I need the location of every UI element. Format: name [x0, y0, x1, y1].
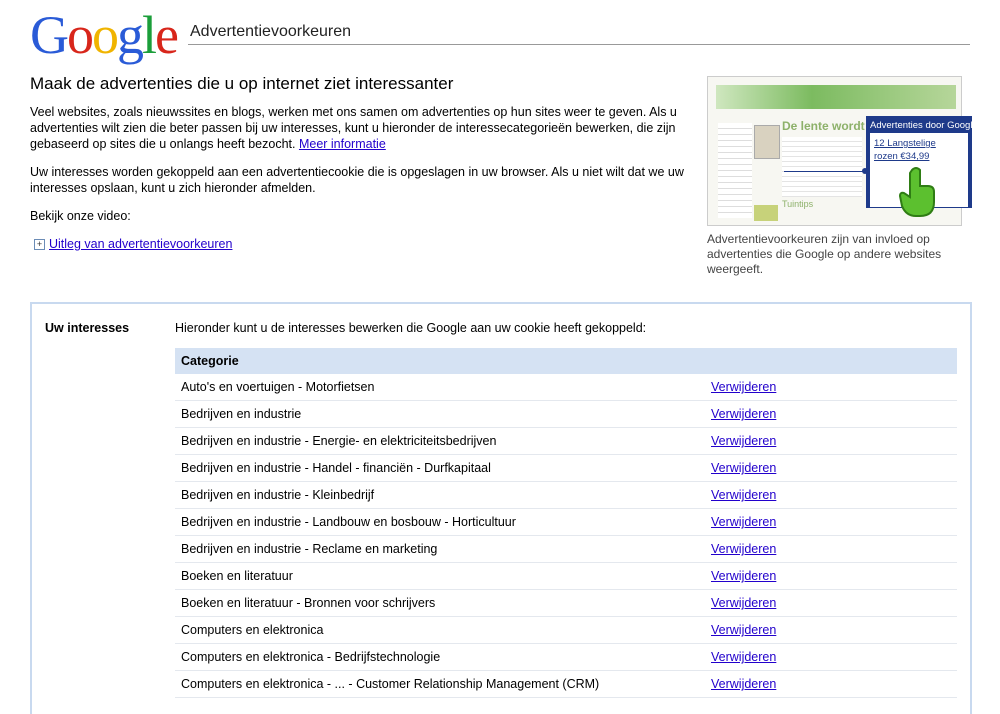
remove-link[interactable]: Verwijderen — [711, 380, 777, 394]
preview-ad-link-1: 12 Langstelige — [874, 138, 936, 149]
preview-mock-subtitle: Tuintips — [782, 199, 814, 209]
category-name: Computers en elektronica — [181, 623, 324, 637]
category-name: Bedrijven en industrie - Reclame en marketing — [181, 542, 438, 556]
interests-table — [175, 348, 957, 698]
interests-description: Hieronder kunt u de interesses bewerken die Google aan uw cookie heeft gekoppeld: — [175, 321, 647, 335]
logo-letter: g — [117, 5, 142, 65]
interests-panel — [30, 302, 972, 714]
intro-paragraph-2: Uw interesses worden gekoppeld aan een advertentiecookie die is opgeslagen in uw browser. Als u niet wilt dat we uw interesses opslaan, kunt u zich hieronder afmelden. — [30, 165, 684, 195]
preview-text-column — [718, 123, 752, 218]
interests-label: Uw interesses — [45, 321, 130, 335]
table-row — [175, 671, 957, 698]
header-divider — [188, 44, 970, 45]
category-name: Computers en elektronica - Bedrijfstechnologie — [181, 650, 441, 664]
remove-link[interactable]: Verwijderen — [711, 542, 777, 556]
remove-link[interactable]: Verwijderen — [711, 650, 777, 664]
remove-link[interactable]: Verwijderen — [711, 596, 777, 610]
preview-mock-text — [782, 137, 862, 197]
table-row — [175, 617, 957, 644]
pointer-hand-icon — [898, 166, 942, 218]
remove-link[interactable]: Verwijderen — [711, 623, 777, 637]
video-link[interactable]: Uitleg van advertentievoorkeuren — [49, 237, 233, 251]
remove-link[interactable]: Verwijderen — [711, 515, 777, 529]
table-row — [175, 536, 957, 563]
remove-link[interactable]: Verwijderen — [711, 569, 777, 583]
category-name: Bedrijven en industrie — [181, 407, 302, 421]
preview-mock-title: De lente wordt — [782, 119, 865, 133]
remove-link[interactable]: Verwijderen — [711, 407, 777, 421]
video-label: Bekijk onze video: — [30, 209, 131, 223]
preview-photo-2 — [754, 205, 778, 221]
logo-letter: o — [92, 5, 117, 65]
intro-section — [30, 76, 695, 252]
preview-photo — [754, 125, 780, 159]
table-row — [175, 644, 957, 671]
preview-ad-header: Advertenties door Google — [870, 120, 978, 131]
interests-rows — [175, 374, 957, 698]
remove-link[interactable]: Verwijderen — [711, 488, 777, 502]
preview-connector-line — [784, 171, 866, 172]
remove-link[interactable]: Verwijderen — [711, 461, 777, 475]
logo-letter: o — [67, 5, 92, 65]
logo-letter: l — [142, 5, 156, 65]
table-row — [175, 482, 957, 509]
category-column-header: Categorie — [175, 348, 957, 374]
intro-heading: Maak de advertenties die u op internet ziet interessanter — [30, 74, 454, 93]
more-info-link[interactable]: Meer informatie — [298, 137, 386, 151]
preview-banner — [716, 85, 956, 109]
header — [30, 6, 970, 64]
google-logo[interactable] — [30, 6, 177, 64]
table-row — [175, 428, 957, 455]
expand-plus-icon[interactable]: + — [34, 239, 45, 250]
video-link-row — [34, 236, 695, 252]
preview-ad-link-2: rozen €34,99 — [874, 151, 930, 162]
logo-letter: G — [30, 5, 67, 65]
category-name: Boeken en literatuur — [181, 569, 293, 583]
table-row — [175, 590, 957, 617]
category-name: Bedrijven en industrie - Handel - financiën - Durfkapitaal — [181, 461, 491, 475]
category-name: Bedrijven en industrie - Landbouw en bosbouw - Horticultuur — [181, 515, 516, 529]
remove-link[interactable]: Verwijderen — [711, 434, 777, 448]
preview-caption: Advertentievoorkeuren zijn van invloed op advertenties die Google op andere websites weergeeft. — [707, 232, 942, 276]
category-name: Bedrijven en industrie - Energie- en elektriciteitsbedrijven — [181, 434, 497, 448]
table-row — [175, 563, 957, 590]
logo-letter: e — [155, 5, 177, 65]
category-name: Bedrijven en industrie - Kleinbedrijf — [181, 488, 375, 502]
table-row — [175, 401, 957, 428]
table-row — [175, 455, 957, 482]
page-title: Advertentievoorkeuren — [190, 23, 351, 40]
table-row — [175, 374, 957, 401]
category-name: Computers en elektronica - ... - Customer Relationship Management (CRM) — [181, 677, 600, 691]
table-row — [175, 509, 957, 536]
category-name: Auto's en voertuigen - Motorfietsen — [181, 380, 375, 394]
intro-paragraph-1: Veel websites, zoals nieuwssites en blogs, werken met ons samen om advertenties op hun sites weer te geven. Als u advertenties wilt zien die beter passen bij uw interesses, kunt u hieronder de interessecategorieën bewerken, die zijn gebaseerd op sites die u onlangs heeft bezocht. Meer informatie — [30, 105, 677, 151]
category-name: Boeken en literatuur - Bronnen voor schrijvers — [181, 596, 436, 610]
remove-link[interactable]: Verwijderen — [711, 677, 777, 691]
